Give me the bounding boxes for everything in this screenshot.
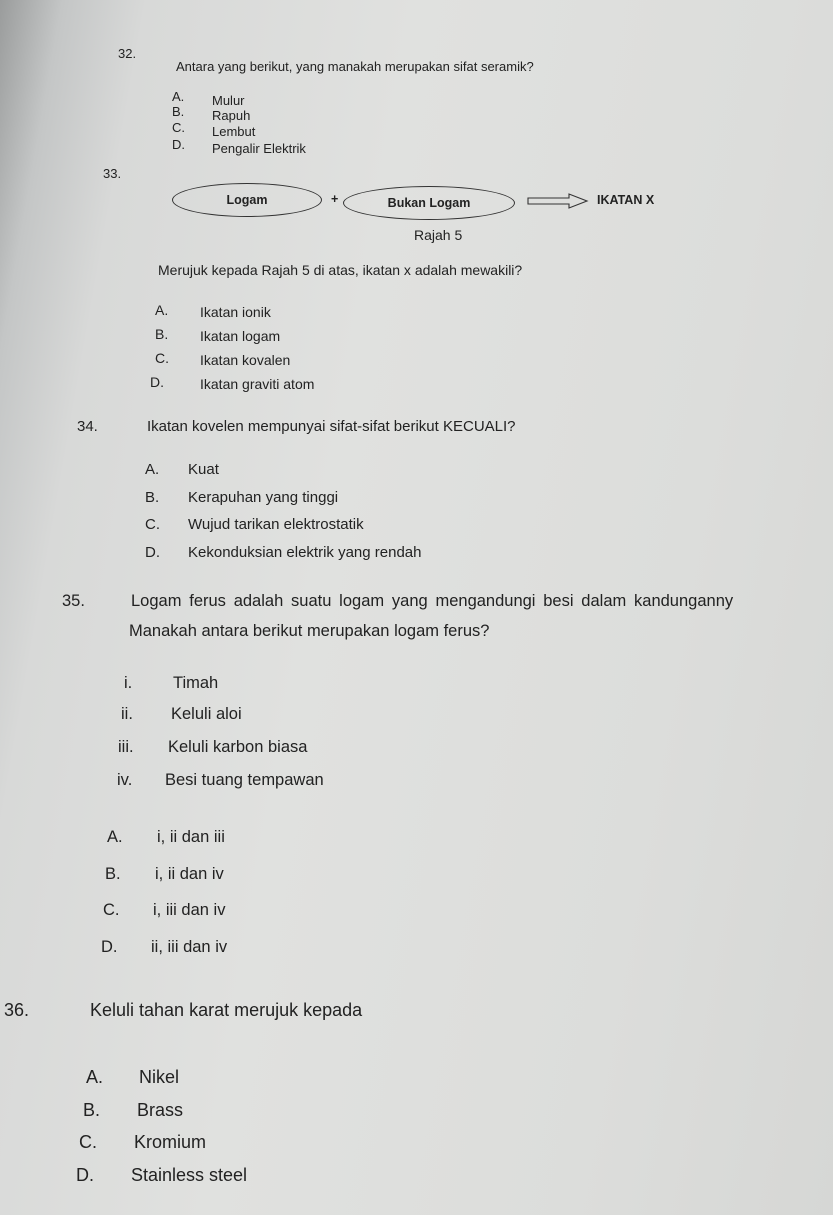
question-text: Keluli tahan karat merujuk kepada — [90, 1000, 363, 1020]
item-text: Keluli karbon biasa — [168, 738, 308, 756]
item-numeral: iii. — [118, 738, 134, 756]
question-text: Merujuk kepada Rajah 5 di atas, ikatan x adalah mewakili? — [158, 262, 523, 278]
question-number: 35. — [62, 592, 85, 610]
option-text: i, ii dan iii — [157, 828, 225, 846]
option-letter: C. — [155, 350, 169, 366]
option-text: Kromium — [134, 1132, 207, 1152]
option-letter: D. — [76, 1165, 94, 1185]
question-number: 32. — [118, 46, 137, 61]
ikatan-x-label: IKATAN X — [597, 193, 655, 207]
option-letter: C. — [103, 901, 120, 919]
question-text: Ikatan kovelen mempunyai sifat-sifat berikut KECUALI? — [147, 418, 516, 435]
option-text: i, iii dan iv — [153, 901, 226, 919]
option-letter: B. — [83, 1100, 101, 1120]
question-number: 34. — [77, 418, 98, 435]
option-text: Ikatan kovalen — [200, 352, 291, 368]
option-text: Ikatan ionik — [200, 304, 271, 320]
option-letter: D. — [101, 938, 118, 956]
option-text: Kerapuhan yang tinggi — [188, 489, 339, 506]
option-letter: D. — [145, 544, 160, 561]
option-letter: A. — [145, 461, 160, 478]
question-number: 33. — [103, 166, 122, 181]
option-text: Kuat — [188, 461, 219, 478]
item-text: Besi tuang tempawan — [165, 771, 324, 789]
option-text: Mulur — [212, 93, 245, 108]
option-text: ii, iii dan iv — [151, 938, 228, 956]
diagram-caption: Rajah 5 — [414, 227, 463, 243]
logam-label: Logam — [226, 193, 268, 207]
option-text: i, ii dan iv — [155, 865, 224, 883]
bukan-logam-label: Bukan Logam — [387, 196, 471, 210]
question-text: Antara yang berikut, yang manakah merupakan sifat seramik? — [176, 59, 534, 74]
option-text: Pengalir Elektrik — [212, 141, 306, 156]
option-text: Ikatan logam — [200, 328, 281, 344]
option-letter: C. — [172, 120, 185, 135]
item-numeral: i. — [124, 674, 133, 692]
option-letter: C. — [79, 1132, 97, 1152]
plus-sign: + — [331, 192, 339, 206]
option-letter: A. — [155, 302, 169, 318]
arrow-right-icon — [527, 193, 589, 209]
question-text-line-2: Manakah antara berikut merupakan logam ferus? — [129, 622, 490, 640]
logam-oval — [172, 183, 322, 217]
option-letter: B. — [155, 326, 169, 342]
item-text: Keluli aloi — [171, 705, 242, 723]
option-letter: A. — [86, 1067, 104, 1087]
bukan-logam-oval — [343, 186, 515, 220]
question-text-line-1: Logam ferus adalah suatu logam yang mengandungi besi dalam kandunganny — [131, 592, 734, 610]
option-letter: B. — [105, 865, 121, 883]
option-letter: B. — [172, 104, 185, 119]
option-text: Lembut — [212, 124, 256, 139]
option-letter: C. — [145, 516, 160, 533]
item-text: Timah — [173, 674, 219, 692]
question-number: 36. — [4, 1000, 30, 1020]
option-letter: B. — [145, 489, 160, 506]
option-text: Rapuh — [212, 108, 251, 123]
option-letter: A. — [107, 828, 123, 846]
option-text: Kekonduksian elektrik yang rendah — [188, 544, 422, 561]
option-letter: D. — [172, 137, 185, 152]
option-letter: A. — [172, 89, 185, 104]
option-text: Ikatan graviti atom — [200, 376, 315, 392]
option-text: Brass — [137, 1100, 184, 1120]
option-text: Stainless steel — [131, 1165, 248, 1185]
item-numeral: iv. — [117, 771, 133, 789]
option-letter: D. — [150, 374, 164, 390]
item-numeral: ii. — [121, 705, 133, 723]
option-text: Wujud tarikan elektrostatik — [188, 516, 364, 533]
option-text: Nikel — [139, 1067, 180, 1087]
